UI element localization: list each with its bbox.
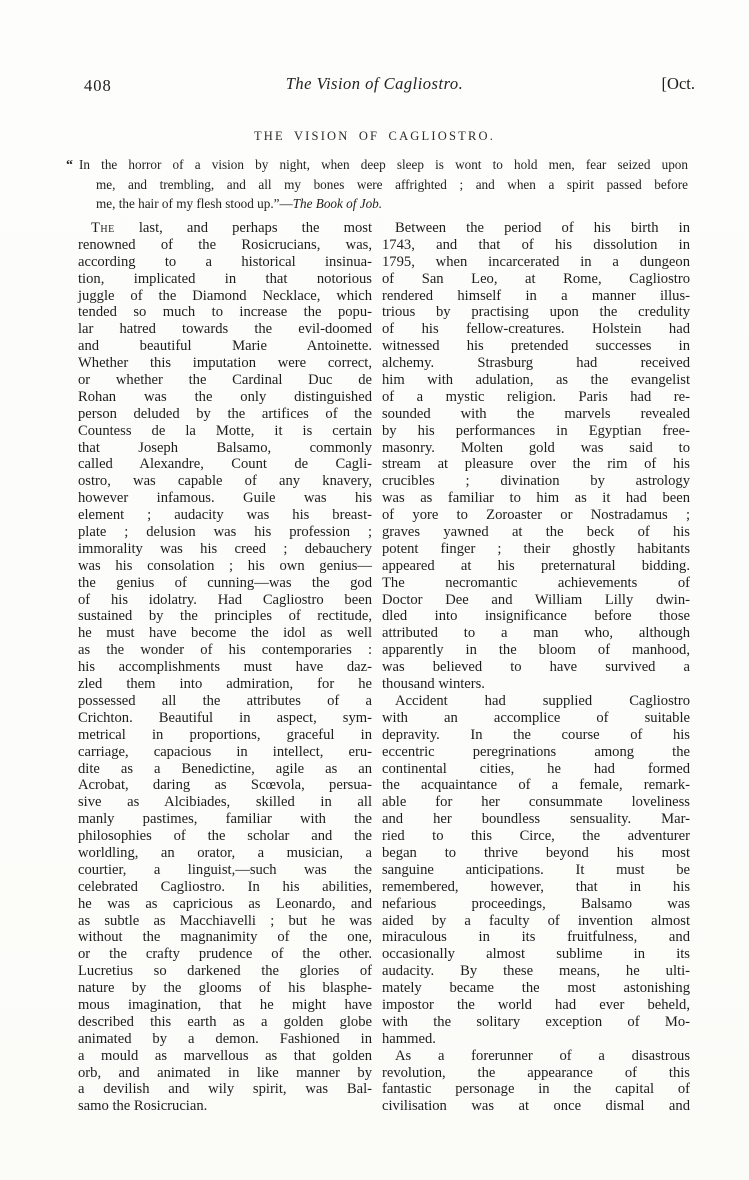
text-line: as the wonder of his contemporaries : — [78, 642, 372, 659]
text-line: of San Leo, at Rome, Cagliostro — [382, 270, 690, 287]
text-line: stream at pleasure over the rim of his — [382, 456, 690, 473]
running-header — [0, 74, 749, 96]
text-line: Lucretius so darkened the glories of — [78, 963, 372, 980]
text-line: juggle of the Diamond Necklace, which — [78, 287, 372, 304]
text-line: possessed all the attributes of a — [78, 692, 372, 709]
text-line: nefarious proceedings, Balsamo was — [382, 895, 690, 912]
text-line: mous imagination, that he might have — [78, 996, 372, 1013]
text-line: sanguine anticipations. It must be — [382, 861, 690, 878]
body-text — [78, 220, 690, 1115]
text-line: The last, and perhaps the most — [91, 220, 372, 236]
epigraph-line — [66, 155, 688, 175]
article-title: THE VISION OF CAGLIOSTRO. — [253, 129, 496, 143]
text-line: celebrated Cagliostro. In his abilities, — [78, 878, 372, 895]
text-line: or the crafty prudence of the other. — [78, 946, 372, 963]
text-line: sive as Alcibiades, skilled in all — [78, 794, 372, 811]
text-line: with the solitary exception of Mo- — [382, 1013, 690, 1030]
text-line: Between the period of his birth in — [395, 220, 690, 236]
text-line: continental cities, he had formed — [382, 760, 690, 777]
text-line: was as familiar to him as it had been — [382, 490, 690, 507]
text-line: however infamous. Guile was his — [78, 490, 372, 507]
text-line: mately became the most astonishing — [382, 980, 690, 997]
text-line: Whether this imputation were correct, — [78, 355, 372, 372]
text-line: he must have become the idol as well — [78, 625, 372, 642]
text-line: attributed to a man who, although — [382, 625, 690, 642]
text-line: carriage, capacious in intellect, eru- — [78, 743, 372, 760]
text-line: remembered, however, that in his — [382, 878, 690, 895]
text-line: occasionally almost sublime in its — [382, 946, 690, 963]
text-column-left — [78, 220, 372, 1115]
text-line: revolution, the appearance of this — [382, 1064, 690, 1081]
text-line: rendered himself in a manner illus- — [382, 287, 690, 304]
text-line: miraculous in its fruitfulness, and — [382, 929, 690, 946]
text-line: of his fellow-creatures. Holstein had — [382, 321, 690, 338]
text-line: of his idolatry. Had Cagliostro been — [78, 591, 372, 608]
text-line: nature by the glooms of his blasphe- — [78, 980, 372, 997]
text-line: plate ; delusion was his profession ; — [78, 524, 372, 541]
text-line: called Alexandre, Count de Cagli- — [78, 456, 372, 473]
text-line: fantastic personage in the capital of — [382, 1081, 690, 1098]
text-line: was his consolation ; his own genius— — [78, 557, 372, 574]
text-line: Acrobat, daring as Scœvola, persua- — [78, 777, 372, 794]
text-line: worldling, an orator, a musician, a — [78, 844, 372, 861]
text-line: and her boundless sensuality. Mar- — [382, 811, 690, 828]
epigraph-text: In the horror of a vision by night, when deep sleep is wont to hold men, fear seized upon — [79, 157, 688, 172]
text-line: masonry. Molten gold was said to — [382, 439, 690, 456]
epigraph-line — [96, 194, 688, 213]
text-line: thousand winters. — [382, 676, 485, 693]
text-line: zled them into admiration, for he — [78, 676, 372, 693]
open-quote-mark: “ — [66, 158, 74, 173]
text-line: appeared at his preternatural bidding. — [382, 557, 690, 574]
text-line: person deluded by the artifices of the — [78, 405, 372, 422]
text-line: crucibles ; divination by astrology — [382, 473, 690, 490]
text-line: civilisation was at once dismal and — [382, 1098, 690, 1115]
text-line: he was as capricious as Leonardo, and — [78, 895, 372, 912]
text-line: according to a historical insinua- — [78, 253, 372, 270]
text-line: impostor the world had ever beheld, — [382, 996, 690, 1013]
text-line: philosophies of the scholar and the — [78, 828, 372, 845]
text-line: alchemy. Strasburg had received — [382, 355, 690, 372]
text-line: element ; audacity was his breast- — [78, 507, 372, 524]
epigraph-attribution: The Book of Job. — [292, 196, 383, 211]
smallcaps-lead-word: The — [91, 220, 115, 236]
epigraph-text: me, the hair of my flesh stood up.”— — [96, 196, 293, 211]
text-line: the acquaintance of a female, remark- — [382, 777, 690, 794]
text-line: that Joseph Balsamo, commonly — [78, 439, 372, 456]
text-line: described this earth as a golden globe — [78, 1013, 372, 1030]
text-line: Doctor Dee and William Lilly dwin- — [382, 591, 690, 608]
text-line: able for her consummate loveliness — [382, 794, 690, 811]
text-line: Countess de la Motte, it is certain — [78, 422, 372, 439]
text-line: sounded with the marvels revealed — [382, 405, 690, 422]
text-line: by his performances in Egyptian free- — [382, 422, 690, 439]
text-line: sustained by the principles of rectitude, — [78, 608, 372, 625]
text-line: 1795, when incarcerated in a dungeon — [382, 253, 690, 270]
text-line: ostro, was capable of any knavery, — [78, 473, 372, 490]
text-line: the genius of cunning—was the god — [78, 574, 372, 591]
text-line: tended so much to increase the popu- — [78, 304, 372, 321]
text-line: witnessed his pretended successes in — [382, 338, 690, 355]
text-line: depravity. In the course of his — [382, 726, 690, 743]
text-line: Rohan was the only distinguished — [78, 388, 372, 405]
page-number: 408 — [84, 76, 112, 95]
text-line: or whether the Cardinal Duc de — [78, 372, 372, 389]
text-line: apparently in the bloom of manhood, — [382, 642, 690, 659]
text-line: as subtle as Macchiavelli ; but he was — [78, 912, 372, 929]
text-line: Accident had supplied Cagliostro — [395, 692, 690, 709]
text-line: metrical in proportions, graceful in — [78, 726, 372, 743]
text-line: was believed to have survived a — [382, 659, 690, 676]
text-line: began to thrive beyond his most — [382, 844, 690, 861]
text-line: immorality was his creed ; debauchery — [78, 540, 372, 557]
text-line: audacity. By these means, he ulti- — [382, 963, 690, 980]
text-line: samo the Rosicrucian. — [78, 1098, 208, 1115]
text-column-right — [382, 220, 690, 1115]
text-line: manly pastimes, familiar with the — [78, 811, 372, 828]
text-line: dled into insignificance before those — [382, 608, 690, 625]
text-line: courtier, a linguist,—such was the — [78, 861, 372, 878]
text-line: and beautiful Marie Antoinette. — [78, 338, 372, 355]
text-line: with an accomplice of suitable — [382, 709, 690, 726]
text-line: orb, and animated in like manner by — [78, 1064, 372, 1081]
text-line: Crichton. Beautiful in aspect, sym- — [78, 709, 372, 726]
text-line: of yore to Zoroaster or Nostradamus ; — [382, 507, 690, 524]
text-line: graves yawned at the beck of his — [382, 524, 690, 541]
epigraph-line: me, and trembling, and all my bones were affrighted ; and when a spirit passed before — [96, 177, 688, 192]
text-line: of a mystic religion. Paris had re- — [382, 388, 690, 405]
text-line: a devilish and wily spirit, was Bal- — [78, 1081, 372, 1098]
text-line: lar hatred towards the evil-doomed — [78, 321, 372, 338]
text-line: animated by a demon. Fashioned in — [78, 1030, 372, 1047]
text-line: him with adulation, as the evangelist — [382, 372, 690, 389]
text-line: without the magnanimity of the one, — [78, 929, 372, 946]
text-line: aided by a faculty of invention almost — [382, 912, 690, 929]
text-line: potent finger ; their ghostly habitants — [382, 540, 690, 557]
text-line: renowned of the Rosicrucians, was, — [78, 236, 372, 253]
running-title: The Vision of Cagliostro. — [285, 74, 464, 93]
text-line: eccentric peregrinations among the — [382, 743, 690, 760]
text-line: dite as a Benedictine, agile as an — [78, 760, 372, 777]
text-line: trious by practising upon the credulity — [382, 304, 690, 321]
epigraph — [66, 155, 688, 213]
text-line: The necromantic achievements of — [382, 574, 690, 591]
text-line: hammed. — [382, 1030, 436, 1047]
text-line: 1743, and that of his dissolution in — [382, 236, 690, 253]
text-line: his accomplishments must have daz- — [78, 659, 372, 676]
text-line: ried to this Circe, the adventurer — [382, 828, 690, 845]
issue-date: [Oct. — [661, 74, 695, 93]
text-line: a mould as marvellous as that golden — [78, 1047, 372, 1064]
text-line: tion, implicated in that notorious — [78, 270, 372, 287]
text-line: As a forerunner of a disastrous — [395, 1047, 690, 1064]
